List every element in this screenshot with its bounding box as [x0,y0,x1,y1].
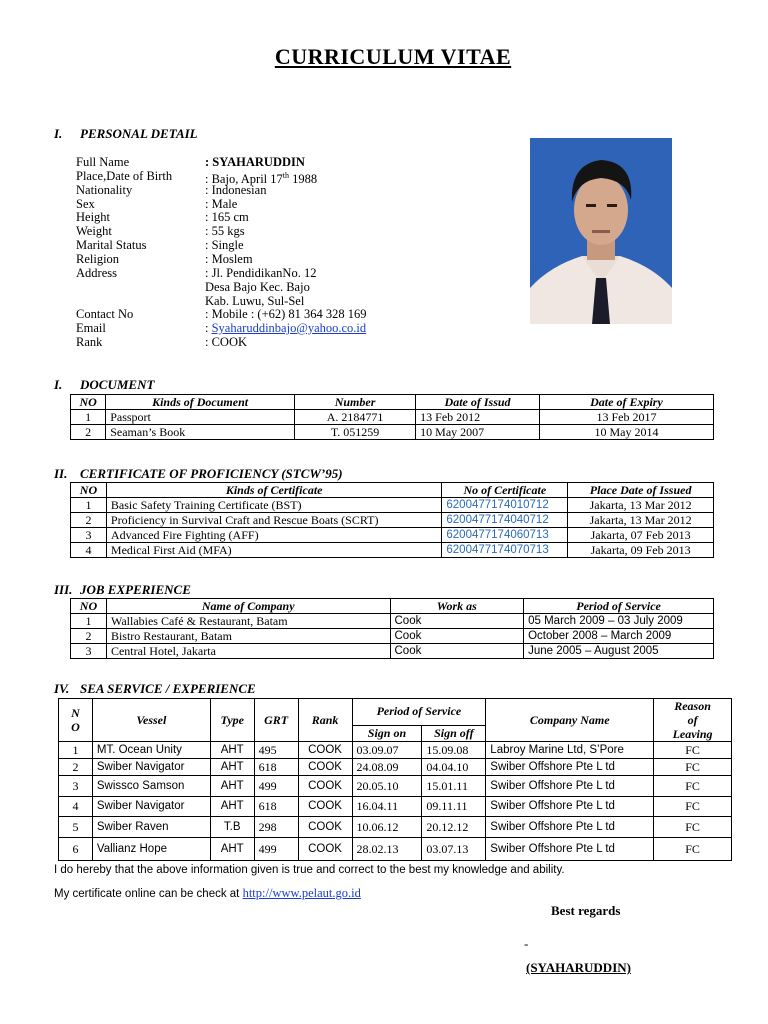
col-no [59,699,93,742]
reason-line3: Leaving [672,727,713,741]
section-number: III. [54,582,73,597]
table-cell: Bistro Restaurant, Batam [106,629,390,644]
personal-row [76,294,476,308]
col-type: Type [210,699,254,742]
field-value [205,210,249,224]
column-header: NO [71,395,106,410]
field-value [205,197,237,211]
email-link[interactable]: Syaharuddinbajo@yahoo.co.id [211,321,367,335]
table-cell: 495 [254,742,298,759]
field-value [205,183,266,197]
table-cell: 6 [59,838,93,861]
table-cell: Swissco Samson [92,776,210,797]
column-header: No of Certificate [442,483,568,498]
table-cell: 5 [59,817,93,838]
table-cell: 2 [71,513,107,528]
table-cell: Medical First Aid (MFA) [106,543,441,558]
page-title: CURRICULUM VITAE [274,44,512,69]
column-header: Date of Issud [416,395,540,410]
col-grt: GRT [254,699,298,742]
value-text: : Male [205,197,238,211]
column-header: Place Date of Issued [568,483,714,498]
table-cell: Swiber Offshore Pte L td [486,759,654,776]
table-row [59,776,732,797]
table-cell: FC [654,759,732,776]
table-row [71,614,714,629]
table-row [59,817,732,838]
table-cell: Jakarta, 09 Feb 2013 [568,543,714,558]
certificate-heading [54,466,343,482]
table-cell: 04.04.10 [422,759,486,776]
personal-row [76,210,476,224]
table-cell: FC [654,742,732,759]
table-row [71,410,714,425]
value-text: : SYAHARUDDIN [205,155,305,169]
dash-mark: - [524,936,529,951]
table-cell: Jakarta, 13 Mar 2012 [568,513,714,528]
table-cell: 09.11.11 [422,797,486,817]
table-cell: 1 [71,410,106,425]
profile-photo [530,138,672,324]
value-text: : Mobile : (+62) 81 364 328 169 [205,307,367,321]
table-cell: 1 [59,742,93,759]
section-title: JOB EXPERIENCE [80,582,191,597]
table-cell: Swiber Offshore Pte L td [486,838,654,861]
field-label: Marital Status [76,238,147,252]
table-cell: Cook [390,644,524,659]
col-company: Company Name [486,699,654,742]
table-cell: FC [654,797,732,817]
personal-row [76,252,476,266]
column-header: NO [71,599,107,614]
table-cell: AHT [210,759,254,776]
table-cell: Swiber Offshore Pte L td [486,797,654,817]
table-cell: 20.12.12 [422,817,486,838]
no-label-line2: O [71,720,80,734]
table-cell: 618 [254,797,298,817]
field-label: Email [76,321,106,335]
col-reason [654,699,732,742]
table-row [59,742,732,759]
field-label: Rank [76,335,103,349]
personal-row [76,321,476,335]
column-header: Work as [390,599,524,614]
section-number: I. [54,377,63,392]
table-row [71,644,714,659]
table-cell: 13 Feb 2017 [539,410,713,425]
table-cell: Wallabies Café & Restaurant, Batam [106,614,390,629]
table-cell: AHT [210,776,254,797]
field-label: Place,Date of Birth [76,169,173,183]
table-cell: 1 [71,614,107,629]
table-cell: Passport [106,410,295,425]
field-value [205,321,366,335]
column-header: Kinds of Document [106,395,295,410]
job-heading [54,582,191,598]
table-cell: AHT [210,797,254,817]
field-value [205,238,244,252]
value-text: : Indonesian [205,183,267,197]
value-text: Kab. Luwu, Sul-Sel [205,294,305,308]
col-period: Period of Service [352,699,486,726]
table-cell: Swiber Navigator [92,759,210,776]
section-title: CERTIFICATE OF PROFICIENCY (STCW’95) [80,466,343,481]
reason-line1: Reason [674,699,711,713]
table-cell: October 2008 – March 2009 [524,629,714,644]
field-value [205,224,245,238]
table-cell: 15.09.08 [422,742,486,759]
table-cell: COOK [298,797,352,817]
table-cell: Cook [390,614,524,629]
table-cell: FC [654,776,732,797]
section-title: PERSONAL DETAIL [80,126,198,141]
table-row [59,838,732,861]
table-cell: 10 May 2007 [416,425,540,440]
table-cell: 3 [71,528,107,543]
table-cell: Swiber Offshore Pte L td [486,776,654,797]
table-cell: 6200477174070713 [442,543,568,558]
column-header: Name of Company [106,599,390,614]
col-rank: Rank [298,699,352,742]
value-prefix: : [205,321,212,335]
job-table [70,598,714,659]
table-row [71,498,714,513]
field-label: Nationality [76,183,133,197]
section-title: SEA SERVICE / EXPERIENCE [80,681,256,696]
field-label: Address [76,266,117,280]
value-text: 1988 [289,172,318,187]
personal-row [76,266,476,280]
table-row [71,425,714,440]
col-vessel: Vessel [92,699,210,742]
table-cell: AHT [210,838,254,861]
table-cell: 15.01.11 [422,776,486,797]
section-number: II. [54,466,68,481]
table-cell: Advanced Fire Fighting (AFF) [106,528,441,543]
table-cell: 4 [59,797,93,817]
column-header: NO [71,483,107,498]
field-value [205,252,253,266]
field-value [205,266,316,280]
table-cell: FC [654,817,732,838]
personal-row [76,224,476,238]
table-cell: Vallianz Hope [92,838,210,861]
table-cell: 05 March 2009 – 03 July 2009 [524,614,714,629]
table-cell: AHT [210,742,254,759]
field-value [205,307,367,321]
field-label: Religion [76,252,120,266]
field-label: Height [76,210,111,224]
declaration-text: I do hereby that the above information given is true and correct to the best my knowledge and ability. [54,864,565,876]
reason-line2: of [687,713,698,727]
personal-row [76,183,476,197]
table-cell: 4 [71,543,107,558]
section-number: I. [54,126,63,141]
regards-text: Best regards [551,903,621,918]
table-row [71,513,714,528]
column-header: Number [294,395,415,410]
table-cell: 03.09.07 [352,742,422,759]
table-cell: June 2005 – August 2005 [524,644,714,659]
table-cell: T.B [210,817,254,838]
section-title: DOCUMENT [80,377,155,392]
table-row [71,528,714,543]
field-value [205,294,304,308]
table-cell: 499 [254,776,298,797]
no-label-line1: N [71,706,80,720]
table-cell: 2 [59,759,93,776]
table-cell: 20.05.10 [352,776,422,797]
field-value [205,280,310,294]
col-sign-on: Sign on [352,725,422,741]
table-row [71,629,714,644]
value-text: : Jl. PendidikanNo. 12 [205,266,317,280]
table-cell: Swiber Navigator [92,797,210,817]
table-row [59,797,732,817]
value-text: : Single [205,238,244,252]
table-cell: COOK [298,742,352,759]
table-cell: 2 [71,629,107,644]
table-cell: Proficiency in Survival Craft and Rescue Boats (SCRT) [106,513,441,528]
sea-service-table [58,698,732,861]
document-heading [54,377,154,393]
table-cell: 03.07.13 [422,838,486,861]
personal-row [76,155,476,169]
value-text: : 165 cm [205,210,249,224]
value-text: Desa Bajo Kec. Bajo [205,280,310,294]
pelaut-link[interactable]: http://www.pelaut.go.id [242,886,361,900]
table-row [59,759,732,776]
personal-row [76,280,476,294]
value-text: : Moslem [205,252,253,266]
table-cell: COOK [298,776,352,797]
table-cell: 6200477174060713 [442,528,568,543]
personal-row [76,169,476,187]
table-cell: 3 [59,776,93,797]
field-value [205,335,247,349]
column-header: Kinds of Certificate [106,483,441,498]
value-text: : 55 kgs [205,224,245,238]
personal-detail-heading [54,126,198,142]
personal-row [76,307,476,321]
table-cell: 618 [254,759,298,776]
table-cell: 3 [71,644,107,659]
column-header: Period of Service [524,599,714,614]
online-prefix: My certificate online can be check at [54,888,243,900]
document-table [70,394,714,440]
table-cell: FC [654,838,732,861]
ordinal-suffix: th [282,171,290,180]
table-cell: Labroy Marine Ltd, S’Pore [486,742,654,759]
table-cell: 10 May 2014 [539,425,713,440]
table-cell: COOK [298,759,352,776]
table-cell: COOK [298,817,352,838]
table-cell: Central Hotel, Jakarta [106,644,390,659]
section-number: IV. [54,681,70,696]
table-cell: Seaman’s Book [106,425,295,440]
table-cell: A. 2184771 [294,410,415,425]
table-row [71,543,714,558]
table-cell: 13 Feb 2012 [416,410,540,425]
certificate-table [70,482,714,558]
table-cell: 1 [71,498,107,513]
table-cell: Jakarta, 13 Mar 2012 [568,498,714,513]
table-cell: 24.08.09 [352,759,422,776]
table-cell: Swiber Offshore Pte L td [486,817,654,838]
personal-row [76,197,476,211]
field-label: Full Name [76,155,130,169]
table-cell: Jakarta, 07 Feb 2013 [568,528,714,543]
personal-row [76,238,476,252]
field-value [205,155,305,169]
online-check-line [54,886,361,901]
field-label: Sex [76,197,95,211]
value-text: : Bajo, April 17 [205,172,283,187]
table-cell: Basic Safety Training Certificate (BST) [106,498,441,513]
table-cell: 28.02.13 [352,838,422,861]
field-label: Weight [76,224,112,238]
table-cell: 10.06.12 [352,817,422,838]
table-cell: COOK [298,838,352,861]
table-cell: 499 [254,838,298,861]
col-sign-off: Sign off [422,725,486,741]
table-cell: 298 [254,817,298,838]
table-cell: Swiber Raven [92,817,210,838]
sea-heading [54,681,256,697]
table-cell: 6200477174010712 [442,498,568,513]
table-cell: 6200477174040712 [442,513,568,528]
table-cell: 16.04.11 [352,797,422,817]
signature-name: (SYAHARUDDIN) [526,960,631,975]
column-header: Date of Expiry [539,395,713,410]
table-cell: MT. Ocean Unity [92,742,210,759]
field-label: Contact No [76,307,134,321]
personal-row [76,335,476,349]
table-cell: 2 [71,425,106,440]
table-cell: Cook [390,629,524,644]
value-text: : COOK [205,335,248,349]
table-cell: T. 051259 [294,425,415,440]
